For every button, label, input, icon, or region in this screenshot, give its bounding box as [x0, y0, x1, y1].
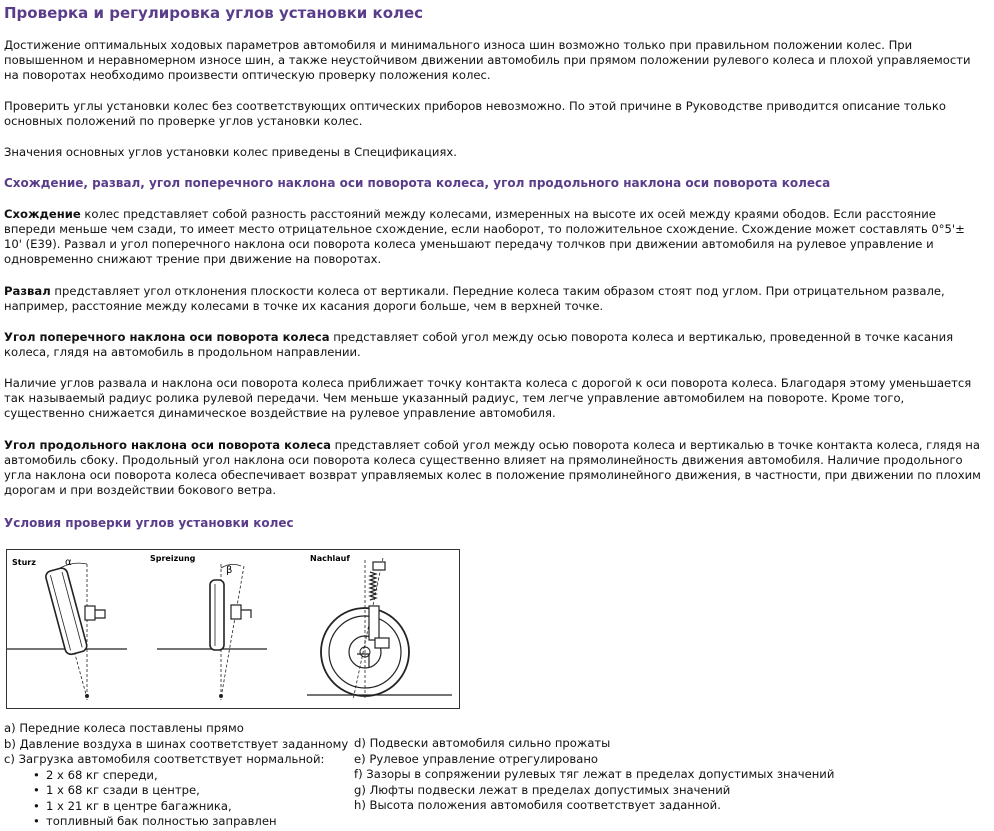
- section-heading-conditions: Условия проверки углов установки колес: [4, 516, 294, 530]
- toe-paragraph: [4, 207, 984, 267]
- toe-term: Схождение: [4, 207, 81, 221]
- load-list-item: [4, 768, 344, 784]
- caster-text: представляет собой угол между осью поворота колеса и вертикалью в точке контакта колеса, глядя на автомобиль сбоку. Продольный угол наклона оси поворота колеса существенно влияет на прямолинейность движения автомобиля. Наличие продольного угла наклона оси поворота колеса обеспечивает возврат управляемых колес в положение прямолинейного движения, в частности, при движении по плохим дорогам и при воздействии бокового ветра.: [4, 438, 981, 497]
- load-item-text: 1 х 21 кг в центре багажника,: [46, 798, 232, 813]
- kpi-text: представляет собой угол между осью поворота колеса и вертикалью, проведенной в точке касания колеса, глядя на автомобиль в продольном направлении.: [4, 330, 954, 359]
- camber-label: Sturz: [12, 558, 36, 567]
- camber-paragraph: [4, 284, 984, 314]
- condition-item: g) Люфты подвески лежат в пределах допустимых значений: [354, 782, 731, 797]
- camber-term: Развал: [4, 284, 51, 298]
- scrub-radius-paragraph: Наличие углов развала и наклона оси поворота колеса приближает точку контакта колеса с дорогой к оси поворота колеса. Благодаря этому уменьшается так называемый радиус ролика рулевой передачи. Чем меньше указанный радиус, тем легче управление автомобилем на повороте. Кроме того, существенно снижается динамическое воздействие на рулевое управление автомобиля.: [4, 376, 972, 420]
- condition-item: c) Загрузка автомобиля соответствует нормальной:: [4, 752, 325, 766]
- kpi-paragraph: [4, 330, 984, 360]
- caster-label: Nachlauf: [310, 554, 350, 563]
- load-list-item: [4, 814, 344, 830]
- condition-item: e) Рулевое управление отрегулировано: [354, 751, 598, 766]
- beta-symbol: β: [226, 565, 233, 576]
- kpi-wheel-drawing: [157, 564, 267, 700]
- condition-item: h) Высота положения автомобиля соответствует заданной.: [354, 798, 721, 812]
- intro-paragraph-3: Значения основных углов установки колес приведены в Спецификациях.: [4, 145, 457, 159]
- section-heading-angles: Схождение, развал, угол поперечного наклона оси поворота колеса, угол продольного наклона оси поворота колеса: [4, 176, 831, 190]
- kpi-term: Угол поперечного наклона оси поворота колеса: [4, 330, 330, 344]
- condition-item: a) Передние колеса поставлены прямо: [4, 721, 244, 735]
- condition-item: f) Зазоры в сопряжении рулевых тяг лежат в пределах допустимых значений: [354, 767, 835, 781]
- intro-paragraph-2: Проверить углы установки колес без соответствующих оптических приборов невозможно. По этой причине в Руководстве приводится описание только основных положений по проверке углов установки колес.: [4, 99, 946, 128]
- camber-wheel-drawing: [7, 563, 127, 700]
- load-list-item: [4, 799, 344, 815]
- kpi-label: Spreizung: [150, 554, 196, 563]
- load-item-text: 1 х 68 кг сзади в центре,: [46, 783, 200, 797]
- wheel-alignment-diagram: [6, 549, 460, 709]
- intro-paragraph-1: Достижение оптимальных ходовых параметров автомобиля и минимального износа шин возможно только при правильном положении колес. При повышенном и неравномерном износе шин, а также неустойчивом движении автомобиль при прямом положении рулевого колеса и плохой управляемости на поворотах необходимо произвести оптическую проверку положения колес.: [4, 38, 971, 82]
- conditions-right-column: [354, 736, 954, 814]
- condition-item: b) Давление воздуха в шинах соответствует заданному: [4, 736, 349, 751]
- load-list-item: [4, 783, 344, 799]
- conditions-left-column: [4, 721, 349, 830]
- caster-wheel-drawing: [307, 558, 452, 700]
- caster-paragraph: [4, 438, 984, 498]
- camber-text: представляет угол отклонения плоскости колеса от вертикали. Передние колеса таким образом стоят под углом. При отрицательном развале, например, расстояние между колесами в точке их касания дороги больше, чем в верхней точке.: [4, 284, 945, 313]
- page-title: Проверка и регулировка углов установки колес: [4, 4, 424, 22]
- alpha-symbol: α: [65, 557, 72, 568]
- toe-text: колес представляет собой разность расстояний между колесами, измеренных на высоте их осей между краями ободов. Если расстояние впереди меньше чем сзади, то имеет место отрицательное схождение, если наоборот, то положительное схождение. Схождение может составлять 0°5'± 10' (Е39). Развал и угол поперечного наклона оси поворота колеса уменьшают передачу толчков при движении автомобиля на рулевое управление и одновременно снижают трение при движение на поворотах.: [4, 207, 965, 266]
- load-item-text: топливный бак полностью заправлен: [46, 814, 277, 828]
- load-item-text: 2 х 68 кг спереди,: [46, 767, 158, 782]
- caster-term: Угол продольного наклона оси поворота колеса: [4, 438, 331, 452]
- condition-item: d) Подвески автомобиля сильно прожаты: [354, 736, 611, 750]
